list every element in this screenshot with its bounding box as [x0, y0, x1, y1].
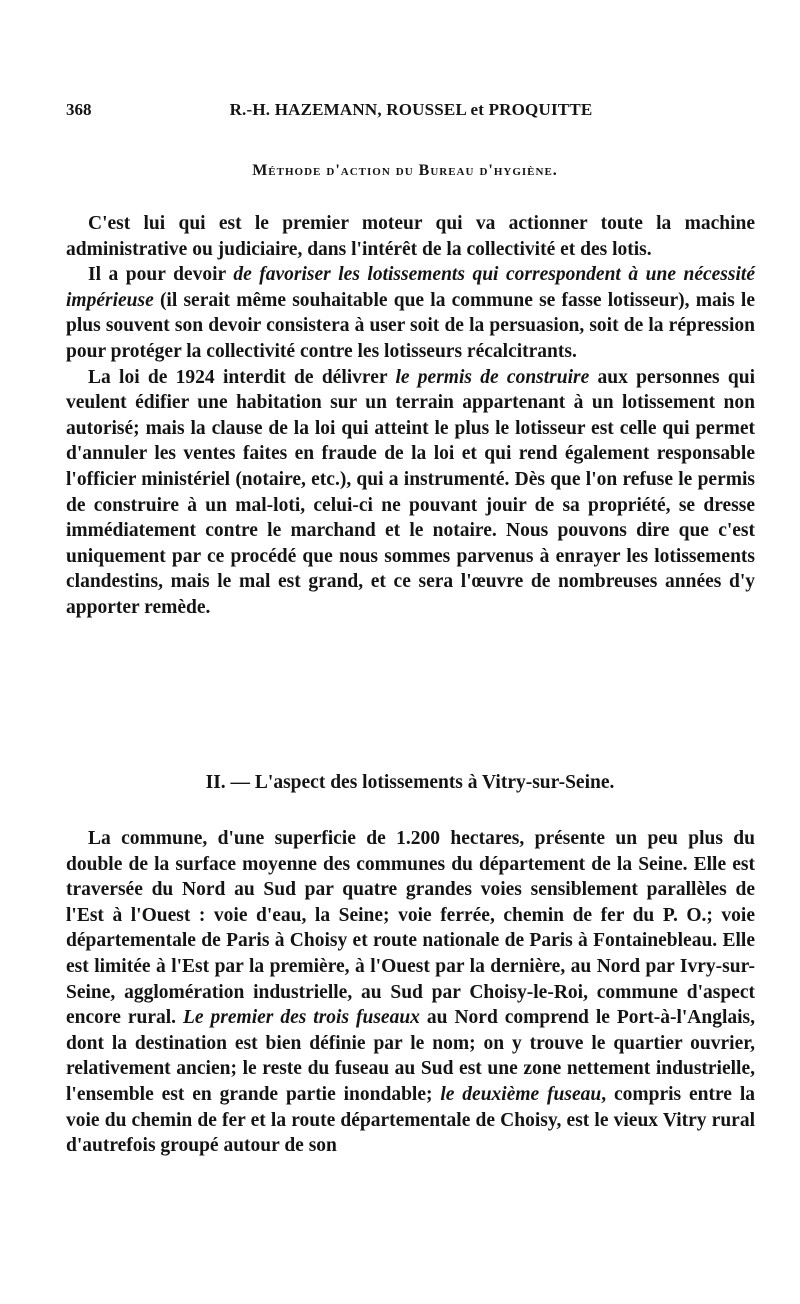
paragraph-3-text-a: La loi de 1924 interdit de délivrer	[88, 366, 396, 388]
page-number: 368	[66, 100, 92, 119]
paragraph-2-text-c: (il serait même souhaitable que la commune se fasse lotisseur), mais le plus souvent son devoir consistera à user soit de la persuasion, soit de la répression pour protéger la collectivité contre les lotisseurs récalcitrants.	[66, 289, 755, 362]
paragraph-3	[66, 365, 755, 621]
paragraph-3-text-c: aux personnes qui veulent édifier une habitation sur un terrain appartenant à un lotissement non autorisé; mais la clause de la loi qui atteint le plus le lotisseur est celle qui permet d'annuler les ventes faites en fraude de la loi et qui rend également responsable l'officier ministériel (notaire, etc.), qui a instrumenté. Dès que l'on refuse le permis de construire à un mal-loti, celui-ci ne pouvant jouir de sa propriété, se dresse immédiatement contre le marchand et le notaire. Nous pouvons dire que c'est uniquement par ce procédé que nous sommes parvenus à enrayer les lotissements clandestins, mais le mal est grand, et ce sera l'œuvre de nombreuses années d'y apporter remède.	[66, 366, 755, 618]
page-header	[66, 100, 756, 130]
paragraph-4-italic-d: le deuxième fuseau	[440, 1083, 602, 1105]
paragraph-4-text-e: , compris entre la voie du chemin de fer et la route départementale de Choisy, est le vieux Vitry rural d'autrefois groupé autour de son	[66, 1083, 755, 1157]
paragraph-4-italic-b: Le premier des trois fuseaux	[183, 1007, 420, 1029]
text-block-2	[66, 826, 755, 1159]
paragraph-3-italic: le permis de construire	[395, 366, 590, 388]
paragraph-4	[66, 826, 755, 1159]
section-title: Méthode d'action du Bureau d'hygiène.	[252, 162, 558, 179]
paragraph-4-text-a: La commune, d'une superficie de 1.200 hectares, présente un peu plus du double de la surface moyenne des communes du département de la Seine. Elle est traversée du Nord au Sud par quatre grandes voies sensiblement parallèles de l'Est à l'Ouest : voie d'eau, la Seine; voie ferrée, chemin de fer du P. O.; voie départementale de Paris à Choisy et route nationale de Paris à Fontainebleau. Elle est limitée à l'Est par la première, à l'Ouest par la dernière, au Nord par Ivry-sur-Seine, agglomération industrielle, au Sud par Choisy-le-Roi, commune d'aspect encore rural.	[66, 828, 755, 1029]
paragraph-4-text-c: au Nord comprend le Port-à-l'Anglais, dont la destination est bien définie par le nom; on y trouve le quartier ouvrier, relativement ancien; le reste du fuseau au Sud est une zone nettement industrielle, l'ensemble est en grande partie inondable;	[66, 1007, 756, 1105]
paragraph-2-text-a: Il a pour devoir	[88, 264, 234, 286]
running-head: R.-H. HAZEMANN, ROUSSEL et PROQUITTE	[229, 100, 593, 119]
paragraph-2	[66, 262, 755, 364]
paragraph-1	[66, 211, 755, 262]
paragraph-1-text: C'est lui qui est le premier moteur qui va actionner toute la machine administrative ou judiciaire, dans l'intérêt de la collectivité et des lotis.	[66, 213, 755, 260]
subheading: II. — L'aspect des lotissements à Vitry-sur-Seine.	[205, 772, 615, 793]
text-block-1	[66, 211, 755, 621]
paragraph-2-italic: de favoriser les lotissements qui correspondent à une nécessité impérieuse	[66, 264, 755, 311]
